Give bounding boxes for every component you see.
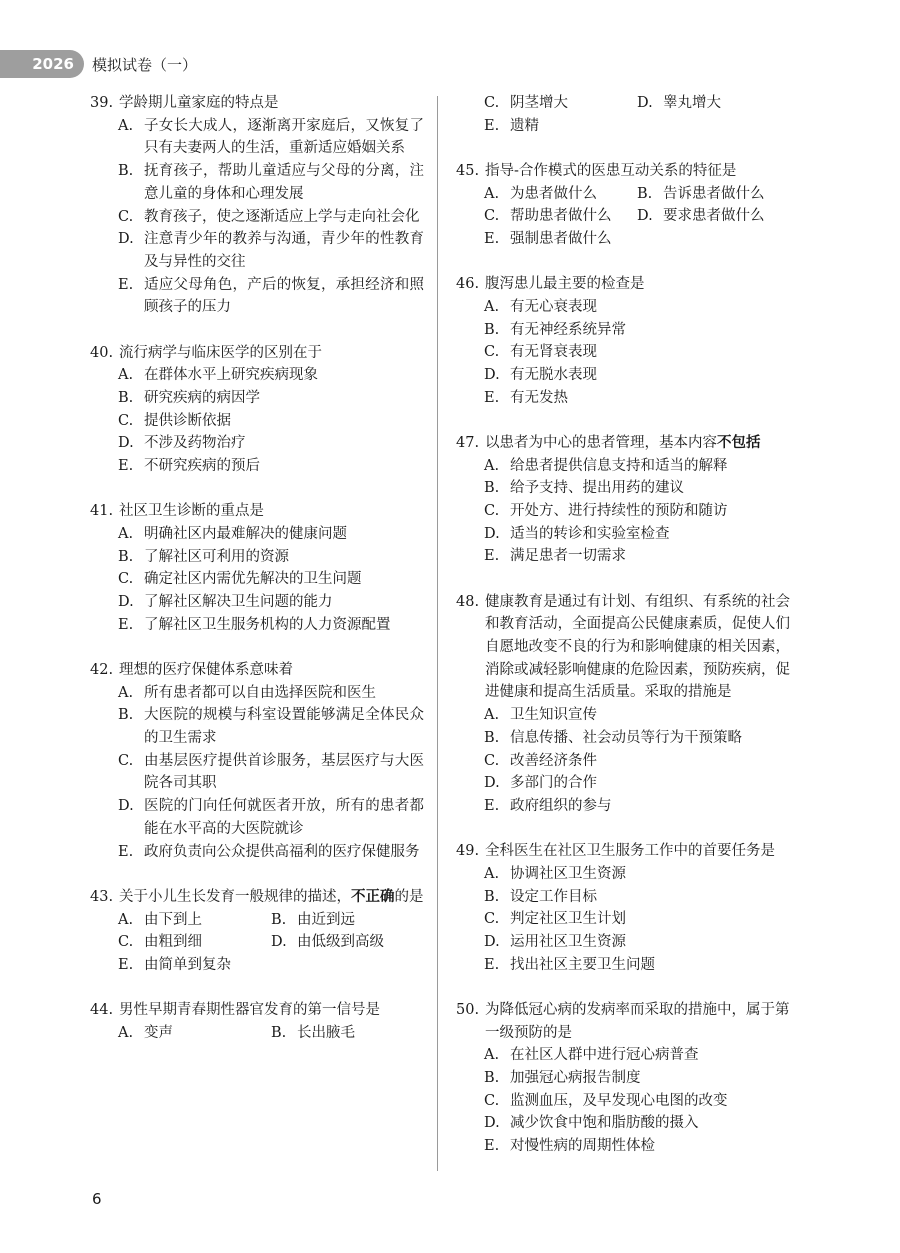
option-a: A. 变声 <box>118 1024 173 1041</box>
question-44 <box>90 999 424 1044</box>
option-a: A. 在社区人群中进行冠心病普查 <box>484 1047 699 1064</box>
option-c: C. 帮助患者做什么 <box>484 208 612 225</box>
option-d: D. 适当的转诊和实验室检查 <box>484 525 670 542</box>
option-e: E. 适应父母角色，产后的恢复，承担经济和照顾孩子的压力 <box>118 276 424 316</box>
option-a: A. 所有患者都可以自由选择医院和医生 <box>118 684 376 701</box>
option-b: B. 了解社区可利用的资源 <box>118 548 289 565</box>
question-48 <box>456 591 790 818</box>
question-stem: 男性早期青春期性器官发育的第一信号是 <box>119 1002 380 1019</box>
page-number: 6 <box>92 1190 102 1208</box>
option-a: A. 有无心衰表现 <box>484 298 597 315</box>
question-number: 47. <box>456 434 480 451</box>
option-e: E. 了解社区卫生服务机构的人力资源配置 <box>118 616 391 633</box>
question-46 <box>456 273 790 409</box>
option-c: C. 阴茎增大 <box>484 95 568 111</box>
option-b: B. 信息传播、社会动员等行为干预策略 <box>484 729 742 746</box>
option-c: C. 开处方、进行持续性的预防和随访 <box>484 503 728 520</box>
option-d: D. 多部门的合作 <box>484 775 597 792</box>
option-c: C. 判定社区卫生计划 <box>484 911 626 928</box>
question-stem: 流行病学与临床医学的区别在于 <box>119 344 322 361</box>
question-stem: 指导-合作模式的医患互动关系的特征是 <box>485 162 737 179</box>
option-b: B. 研究疾病的病因学 <box>118 389 260 406</box>
question-number: 48. <box>456 593 480 610</box>
option-d: D. 了解社区解决卫生问题的能力 <box>118 594 333 611</box>
option-b: B. 抚育孩子，帮助儿童适应与父母的分离，注意儿童的身体和心理发展 <box>118 163 424 202</box>
option-c: C. 改善经济条件 <box>484 752 597 769</box>
option-row <box>90 931 424 954</box>
question-number: 40. <box>90 344 114 361</box>
option-d: D. 有无脱水表现 <box>484 367 597 384</box>
question-43 <box>90 886 424 977</box>
question-number: 44. <box>90 1002 114 1019</box>
option-row <box>90 1022 424 1045</box>
option-b: B. 有无神经系统异常 <box>484 321 626 338</box>
question-number: 49. <box>456 843 480 860</box>
option-c: C. 由基层医疗提供首诊服务，基层医疗与大医院各司其职 <box>118 752 424 792</box>
page-header <box>0 50 197 78</box>
option-d: D. 减少饮食中饱和脂肪酸的摄入 <box>484 1115 699 1132</box>
question-stem: 社区卫生诊断的重点是 <box>119 503 264 520</box>
question-stem: 关于小儿生长发育一般规律的描述，不正确的是 <box>119 888 424 905</box>
option-a: A. 为患者做什么 <box>484 185 597 202</box>
option-d: D. 由低级到高级 <box>271 934 384 951</box>
option-row <box>456 183 790 206</box>
question-44-continued <box>456 92 790 137</box>
option-c: C. 提供诊断依据 <box>118 412 231 429</box>
question-stem: 学龄期儿童家庭的特点是 <box>119 95 279 111</box>
question-stem: 腹泻患儿最主要的检查是 <box>485 276 645 293</box>
option-e: E. 强制患者做什么 <box>484 231 612 248</box>
question-stem: 以患者为中心的患者管理，基本内容不包括 <box>485 434 761 451</box>
question-stem: 为降低冠心病的发病率而采取的措施中，属于第一级预防的是 <box>485 1001 790 1041</box>
question-number: 42. <box>90 661 114 678</box>
question-42 <box>90 659 424 863</box>
question-50 <box>456 999 790 1158</box>
option-b: B. 由近到远 <box>271 911 355 928</box>
right-column <box>456 92 790 1180</box>
option-b: B. 给予支持、提出用药的建议 <box>484 480 684 497</box>
option-c: C. 确定社区内需优先解决的卫生问题 <box>118 571 362 588</box>
option-a: A. 协调社区卫生资源 <box>484 865 626 882</box>
option-e: E. 对慢性病的周期性体检 <box>484 1138 655 1155</box>
question-number: 46. <box>456 276 480 293</box>
question-stem: 健康教育是通过有计划、有组织、有系统的社会和教育活动，全面提高公民健康素质，促使人们自愿地改变不良的行为和影响健康的相关因素，消除或减轻影响健康的危险因素，预防疾病，促进健康和提高生活质量。采取的措施是 <box>485 593 790 701</box>
option-e: E. 有无发热 <box>484 389 568 406</box>
question-number: 45. <box>456 162 480 179</box>
question-41 <box>90 500 424 636</box>
column-divider <box>437 96 438 1171</box>
option-c: C. 有无肾衰表现 <box>484 344 597 361</box>
option-e: E. 由简单到复杂 <box>118 956 231 973</box>
exam-title: 模拟试卷（一） <box>92 55 198 74</box>
left-column <box>90 92 424 1067</box>
option-d: D. 睾丸增大 <box>637 95 721 111</box>
question-47 <box>456 432 790 568</box>
option-d: D. 不涉及药物治疗 <box>118 435 246 452</box>
question-number: 43. <box>90 888 114 905</box>
question-39 <box>90 92 424 319</box>
option-row <box>90 909 424 932</box>
option-e: E. 政府负责向公众提供高福利的医疗保健服务 <box>118 843 420 860</box>
option-b: B. 大医院的规模与科室设置能够满足全体民众的卫生需求 <box>118 707 424 747</box>
option-b: B. 告诉患者做什么 <box>637 185 765 202</box>
question-49 <box>456 840 790 976</box>
question-stem: 全科医生在社区卫生服务工作中的首要任务是 <box>485 843 775 860</box>
option-row <box>456 205 790 228</box>
question-stem: 理想的医疗保健体系意味着 <box>119 661 293 678</box>
option-d: D. 要求患者做什么 <box>637 208 765 225</box>
year-tab: 2026 <box>0 50 84 78</box>
option-b: B. 设定工作目标 <box>484 888 597 905</box>
option-e: E. 满足患者一切需求 <box>484 548 626 565</box>
question-number: 39. <box>90 95 114 111</box>
option-e: E. 政府组织的参与 <box>484 797 612 814</box>
question-40 <box>90 342 424 478</box>
option-d: D. 注意青少年的教养与沟通，青少年的性教育及与异性的交往 <box>118 231 424 270</box>
option-a: A. 由下到上 <box>118 911 202 928</box>
option-b: B. 长出腋毛 <box>271 1024 355 1041</box>
option-row <box>456 92 790 115</box>
option-a: A. 卫生知识宣传 <box>484 707 597 724</box>
option-c: C. 由粗到细 <box>118 934 202 951</box>
question-number: 50. <box>456 1001 480 1018</box>
option-b: B. 加强冠心病报告制度 <box>484 1070 641 1087</box>
negation-keyword: 不正确 <box>351 888 395 905</box>
option-d: D. 医院的门向任何就医者开放，所有的患者都能在水平高的大医院就诊 <box>118 798 424 837</box>
option-a: A. 在群体水平上研究疾病现象 <box>118 367 318 384</box>
option-e: E. 找出社区主要卫生问题 <box>484 956 655 973</box>
option-c: C. 监测血压，及早发现心电图的改变 <box>484 1092 728 1109</box>
option-a: A. 子女长大成人，逐渐离开家庭后，又恢复了只有夫妻两人的生活，重新适应婚姻关系 <box>118 117 424 157</box>
option-a: A. 给患者提供信息支持和适当的解释 <box>484 457 728 474</box>
option-d: D. 运用社区卫生资源 <box>484 934 626 950</box>
question-number: 41. <box>90 503 114 520</box>
question-45 <box>456 160 790 251</box>
option-c: C. 教育孩子，使之逐渐适应上学与走向社会化 <box>118 208 420 225</box>
option-e: E. 不研究疾病的预后 <box>118 458 260 475</box>
option-e: E. 遗精 <box>484 117 539 134</box>
negation-keyword: 不包括 <box>717 434 761 451</box>
option-a: A. 明确社区内最难解决的健康问题 <box>118 525 347 542</box>
